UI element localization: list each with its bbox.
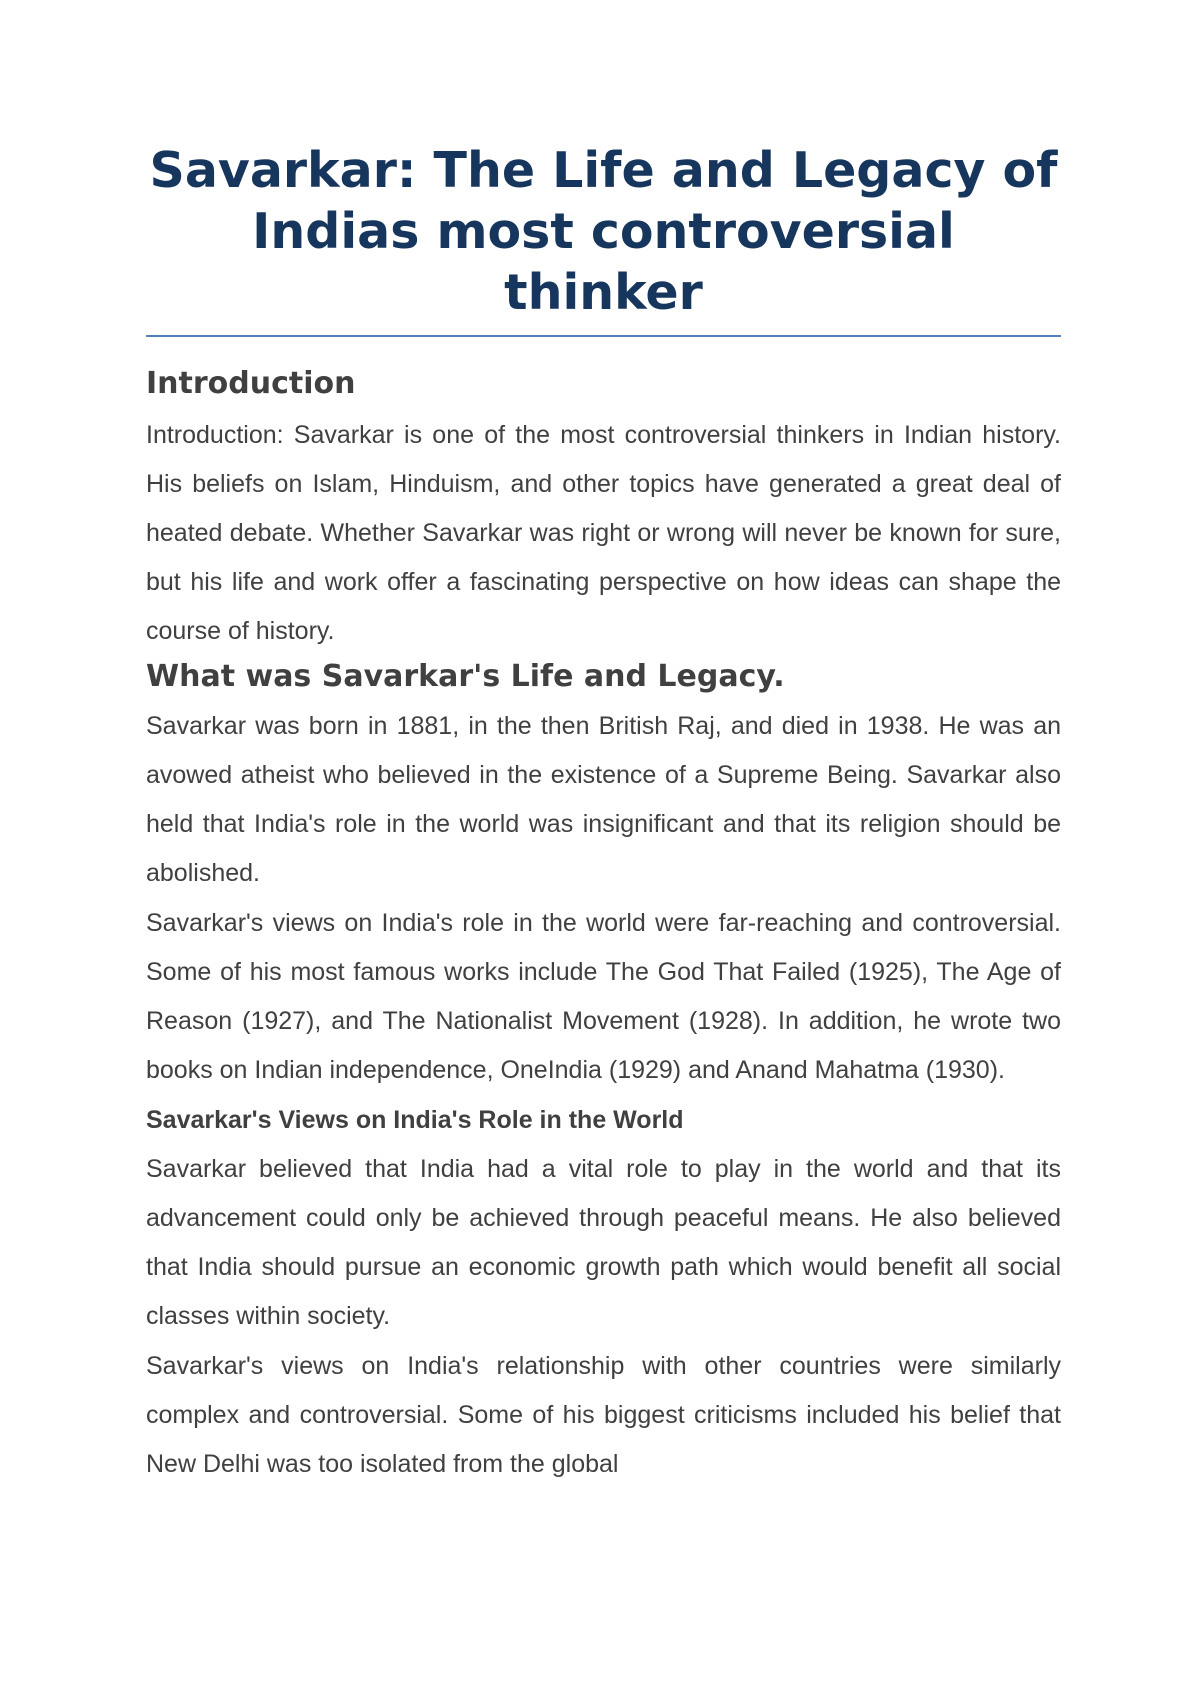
introduction-heading: Introduction	[146, 366, 356, 401]
life-legacy-heading: What was Savarkar's Life and Legacy.	[146, 659, 785, 694]
document-body	[146, 140, 1061, 1490]
document-title: Savarkar: The Life and Legacy of Indias most controversial thinker	[146, 140, 1061, 337]
views-role-paragraph-1: Savarkar believed that India had a vital role to play in the world and that its advancement could only be achieved through peaceful means. He also believed that India should pursue an economic growth path which would benefit all social classes within society.	[146, 1155, 1061, 1330]
views-role-paragraph-2: Savarkar's views on India's relationship with other countries were similarly complex and controversial. Some of his biggest criticisms included his belief that New Delhi was too isolated from the global	[146, 1352, 1061, 1478]
introduction-paragraph: Introduction: Savarkar is one of the most controversial thinkers in Indian history. His beliefs on Islam, Hinduism, and other topics have generated a great deal of heated debate. Whether Savarkar was right or wrong will never be known for sure, but his life and work offer a fascinating perspective on how ideas can shape the course of history.	[146, 421, 1061, 645]
views-role-heading: Savarkar's Views on India's Role in the World	[146, 1106, 684, 1134]
life-legacy-paragraph-2: Savarkar's views on India's role in the world were far-reaching and controversial. Some of his most famous works include The God That Failed (1925), The Age of Reason (1927), and The Nationalist Movement (1928). In addition, he wrote two books on Indian independence, OneIndia (1929) and Anand Mahatma (1930).	[146, 909, 1061, 1084]
life-legacy-paragraph-1: Savarkar was born in 1881, in the then British Raj, and died in 1938. He was an avowed atheist who believed in the existence of a Supreme Being. Savarkar also held that India's role in the world was insignificant and that its religion should be abolished.	[146, 712, 1061, 887]
